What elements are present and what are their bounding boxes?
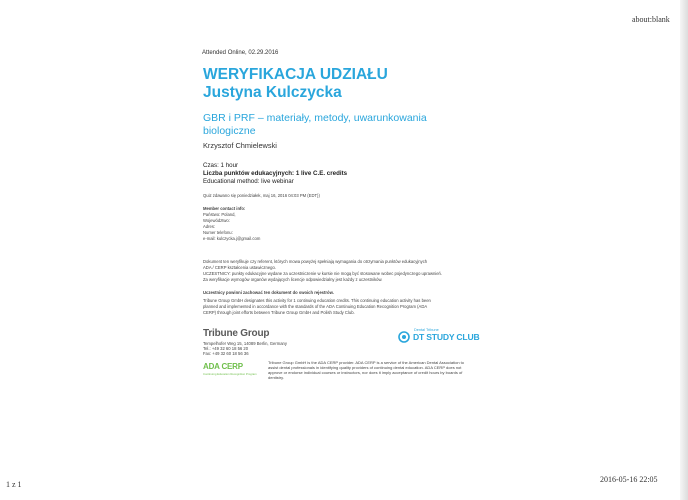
course-title-line2: biologiczne — [203, 125, 256, 137]
tribune-fax: Fax: +49 32 60 18 56 36 — [203, 351, 249, 356]
note-line: Dokument ten weryfikuje czy referent, których mowa powyżej spełniają wymagania do otrzymania punktów edukacyjnych — [203, 259, 428, 264]
dt-logo-text: DT STUDY CLUB — [413, 332, 480, 342]
member-line: Adres: — [203, 224, 216, 229]
tribune-paragraph-line: CERP) through joint efforts between Tribune Group GmbH and Polish Study Club. — [203, 310, 355, 315]
ada-paragraph-line: Tribune Group GmbH is the ADA CERP provider. ADA CERP is a service of the American Dental Association to — [268, 360, 465, 365]
ada-cerp-text: ADA CERP — [203, 362, 243, 371]
quiz-date: Quiz zdawano się poniedziałek, maj 16, 2016 04:03 PM (EDT)) — [203, 193, 320, 198]
credit-points: Liczba punktów edukacyjnych: 1 live C.E. credits — [203, 170, 348, 177]
keep-document-note: Uczestnicy powinni zachować ten dokument do swoich rejestrów. — [203, 290, 334, 295]
page-counter: 1 z 1 — [6, 480, 22, 489]
attended-date: Attended Online, 02.29.2016 — [202, 50, 279, 56]
course-title-line1: GBR i PRF – materiały, metody, uwarunkowania — [203, 112, 427, 124]
ada-paragraph-line: approve or endorse individual courses or instructors, nor does it imply acceptance of credit hours by boards of — [268, 370, 463, 375]
member-contact-title: Member contact info: — [203, 206, 246, 211]
member-email: e-mail: kulczycka.j@gmail.com — [203, 236, 261, 241]
dt-small-label: Dental Tribune — [414, 328, 439, 332]
speaker-name: Krzysztof Chmielewski — [203, 141, 277, 150]
member-line: Numer telefonu: — [203, 230, 233, 235]
tribune-paragraph-line: planned and implemented in accordance with the standards of the ADA Continuing Education Recognition Program (ADA — [203, 304, 428, 309]
member-line: Państwo: Poland, — [203, 212, 236, 217]
ada-paragraph-line: assist dental professionals in identifying quality providers of continuing dental education. ADA CERP does not — [268, 365, 462, 370]
ada-cerp-logo — [203, 362, 257, 382]
tribune-phone: Tel.: +49 32 60 18 56 20 — [203, 346, 249, 351]
print-timestamp: 2016-05-16 22:05 — [600, 475, 658, 484]
certificate-title: WERYFIKACJA UDZIAŁU — [203, 66, 388, 83]
url-label: about:blank — [632, 15, 670, 24]
scan-edge — [680, 0, 688, 500]
ada-paragraph-line: dentistry. — [268, 375, 284, 380]
educational-method: Educational method: live webinar — [203, 178, 294, 185]
note-line: ADA / CERP kształcenia ustawicznego. — [203, 265, 277, 270]
tribune-address: Tempelhofer Weg 15, 14089 Berlin, Germany — [203, 341, 287, 346]
tribune-paragraph-line: Tribune Group GmbH designates this activity for 1 continuing education credits. This continuing education activity has been — [203, 298, 431, 303]
participant-name: Justyna Kulczycka — [203, 84, 342, 101]
dt-study-club-logo — [398, 328, 480, 346]
duration: Czas: 1 hour — [203, 162, 239, 169]
ada-cerp-subtitle: Continuing Education Recognition Program — [203, 372, 257, 376]
note-line: Za weryfikacje wymogów organów wydających licencje odpowiedzialny jest każdy z uczestników. — [203, 277, 383, 282]
tribune-group-logo: Tribune Group — [203, 328, 270, 339]
note-line: UCZESTNICY: punkty edukacyjne wydane za uczestniczenie w kursie nie mogą być stosowane wobec pojedynczego uprawnień. — [203, 271, 443, 276]
dt-swirl-icon — [398, 331, 410, 343]
member-line: Województwo: — [203, 218, 230, 223]
